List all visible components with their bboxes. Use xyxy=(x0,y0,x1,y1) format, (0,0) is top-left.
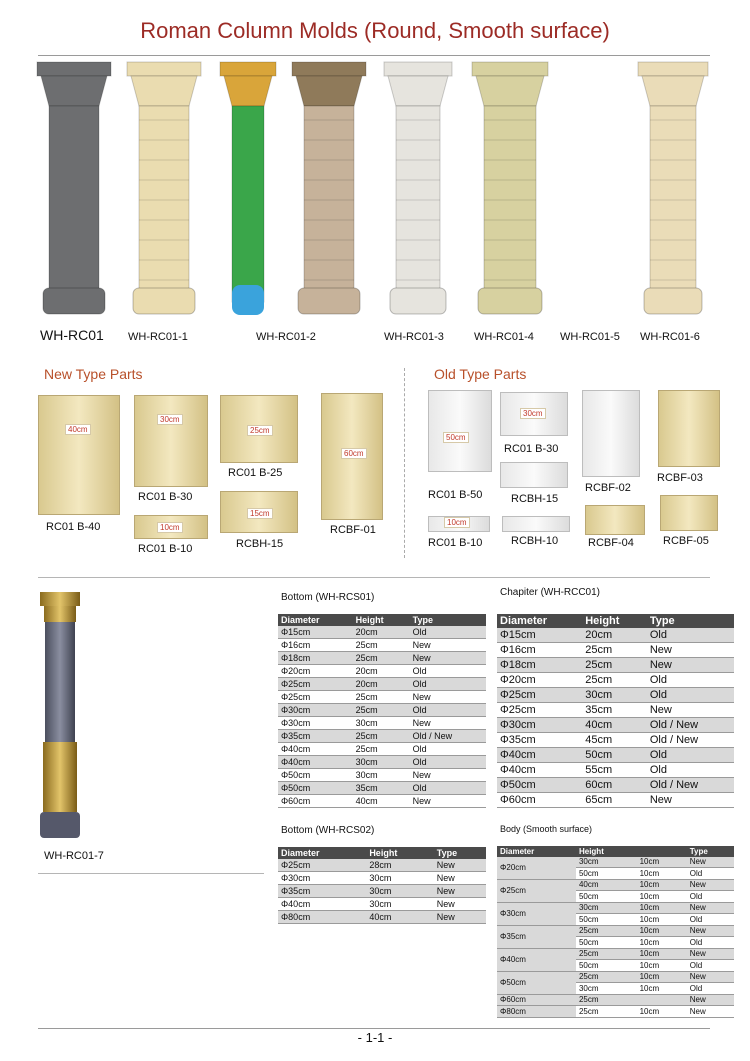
page-title: Roman Column Molds (Round, Smooth surface) xyxy=(140,18,610,43)
table-row xyxy=(278,795,486,808)
table-row xyxy=(278,898,486,911)
table-cell: New xyxy=(434,859,486,872)
table-cell: Φ16cm xyxy=(278,639,353,652)
dimension-tag: 60cm xyxy=(341,448,367,459)
table-row xyxy=(278,743,486,756)
table-cell: 20cm xyxy=(353,678,410,691)
table-header: Diameter xyxy=(497,846,576,857)
table-cell: New xyxy=(687,948,734,960)
dimension-tag: 50cm xyxy=(443,432,469,443)
table-cell: Φ80cm xyxy=(278,911,366,924)
table-cell: 25cm xyxy=(576,1006,637,1018)
body-table xyxy=(497,846,734,1018)
table-row xyxy=(497,1006,734,1018)
new-parts-image-0 xyxy=(38,395,120,515)
table-cell: Old xyxy=(410,704,486,717)
table-row xyxy=(497,643,734,658)
table-cell: 30cm xyxy=(353,756,410,769)
table-cell: 30cm xyxy=(576,983,637,995)
table-cell: 20cm xyxy=(353,626,410,639)
table-row xyxy=(497,925,734,937)
table-cell: New xyxy=(687,879,734,891)
table-cell: Old xyxy=(647,673,734,688)
table-cell: Φ30cm xyxy=(278,704,353,717)
table-cell: Φ50cm xyxy=(278,782,353,795)
table-cell: 50cm xyxy=(576,868,637,880)
table-cell: Old xyxy=(687,960,734,972)
table-cell: Old xyxy=(687,937,734,949)
table-cell: Old xyxy=(410,756,486,769)
table-cell: 50cm xyxy=(576,960,637,972)
table-cell: New xyxy=(647,793,734,808)
part-label: RC01 B-30 xyxy=(504,443,559,455)
part-label: RCBF-01 xyxy=(330,524,376,536)
table-cell: Φ35cm xyxy=(278,885,366,898)
dimension-tag: 30cm xyxy=(157,414,183,425)
table-row xyxy=(497,628,734,643)
table-cell: New xyxy=(434,898,486,911)
table-cell: 45cm xyxy=(582,733,647,748)
table-cell: 65cm xyxy=(582,793,647,808)
table-row xyxy=(497,994,734,1006)
table-row xyxy=(278,652,486,665)
column-image-4 xyxy=(382,60,454,318)
column-label-3: WH-RC01-3 xyxy=(384,331,444,343)
part-label: RCBF-04 xyxy=(588,537,634,549)
table-cell: New xyxy=(410,691,486,704)
column-7-divider xyxy=(38,873,264,874)
table-row xyxy=(497,778,734,793)
table-cell: 30cm xyxy=(582,688,647,703)
table-cell xyxy=(637,994,687,1006)
table-cell: Φ30cm xyxy=(497,902,576,925)
table-cell: 30cm xyxy=(576,902,637,914)
table-cell: New xyxy=(410,652,486,665)
table-header: Type xyxy=(410,614,486,626)
table-cell: 30cm xyxy=(353,717,410,730)
part-label: RC01 B-40 xyxy=(46,521,101,533)
table-cell: New xyxy=(687,1006,734,1018)
table-row xyxy=(497,902,734,914)
table-row xyxy=(497,703,734,718)
table-cell: Φ30cm xyxy=(497,718,582,733)
column-7-label: WH-RC01-7 xyxy=(44,850,104,862)
table-cell: Φ20cm xyxy=(278,665,353,678)
new-parts-image-1 xyxy=(134,395,208,487)
table-row xyxy=(278,782,486,795)
part-label: RCBH-15 xyxy=(511,493,559,505)
column-image-2 xyxy=(218,60,278,318)
table-cell: Φ60cm xyxy=(278,795,353,808)
table-cell: 25cm xyxy=(582,643,647,658)
table-cell: Old xyxy=(647,763,734,778)
table-row xyxy=(497,763,734,778)
part-label: RC01 B-30 xyxy=(138,491,193,503)
part-label: RC01 B-50 xyxy=(428,489,483,501)
table-cell: Φ40cm xyxy=(278,743,353,756)
column-label-6: WH-RC01-6 xyxy=(640,331,700,343)
table-row xyxy=(278,704,486,717)
table-cell: Φ40cm xyxy=(278,898,366,911)
parts-divider xyxy=(404,368,405,558)
table-cell: 25cm xyxy=(353,639,410,652)
old-parts-image-6 xyxy=(502,516,570,532)
table-cell: Φ18cm xyxy=(497,658,582,673)
page-number: - 1-1 - xyxy=(357,1030,393,1045)
table-cell: 40cm xyxy=(582,718,647,733)
table-cell: New xyxy=(687,902,734,914)
table-row xyxy=(278,859,486,872)
table-cell: Old xyxy=(410,626,486,639)
table-row xyxy=(497,688,734,703)
old-parts-image-4 xyxy=(500,462,568,488)
table-cell: 25cm xyxy=(353,652,410,665)
bottom-rcs02-table xyxy=(278,847,486,924)
table-cell: Φ25cm xyxy=(497,688,582,703)
table-header: Type xyxy=(687,846,734,857)
table-row xyxy=(497,718,734,733)
table-cell: 20cm xyxy=(582,628,647,643)
table-cell: Φ25cm xyxy=(278,691,353,704)
dimension-tag: 15cm xyxy=(247,508,273,519)
table-header: Type xyxy=(647,614,734,628)
title-divider xyxy=(38,55,710,56)
column-label-0: WH-RC01 xyxy=(40,327,104,343)
dimension-tag: 25cm xyxy=(247,425,273,436)
table-cell: Old xyxy=(687,914,734,926)
table-cell: New xyxy=(410,639,486,652)
bottom-rcs01-table xyxy=(278,614,486,808)
table-row xyxy=(278,639,486,652)
section-divider xyxy=(38,577,710,578)
table-cell: New xyxy=(647,658,734,673)
table-cell: 30cm xyxy=(366,872,433,885)
table-row xyxy=(497,879,734,891)
bottom-rcs02-title: Bottom (WH-RCS02) xyxy=(281,825,375,836)
table-cell: 25cm xyxy=(576,948,637,960)
table-cell: New xyxy=(647,703,734,718)
old-parts-image-7 xyxy=(585,505,645,535)
table-cell: Φ80cm xyxy=(497,1006,576,1018)
table-cell: Φ15cm xyxy=(497,628,582,643)
table-cell: New xyxy=(687,857,734,868)
column-image-6 xyxy=(636,60,710,318)
table-cell: Old / New xyxy=(647,778,734,793)
column-label-4: WH-RC01-4 xyxy=(474,331,534,343)
table-cell: Φ18cm xyxy=(278,652,353,665)
table-cell: Old xyxy=(410,678,486,691)
table-cell: 25cm xyxy=(353,704,410,717)
old-parts-heading: Old Type Parts xyxy=(434,366,527,382)
table-cell: Φ50cm xyxy=(278,769,353,782)
table-cell: Old xyxy=(410,743,486,756)
table-cell: 25cm xyxy=(576,925,637,937)
table-header: Diameter xyxy=(278,614,353,626)
table-cell: 10cm xyxy=(637,937,687,949)
table-cell: Φ25cm xyxy=(497,703,582,718)
table-cell: Old / New xyxy=(647,718,734,733)
table-cell: 10cm xyxy=(637,1006,687,1018)
table-row xyxy=(278,665,486,678)
footer-divider xyxy=(38,1028,710,1029)
table-cell: New xyxy=(434,872,486,885)
table-cell: Φ50cm xyxy=(497,778,582,793)
table-cell: 25cm xyxy=(582,673,647,688)
body-title: Body (Smooth surface) xyxy=(500,824,593,834)
table-cell: 50cm xyxy=(576,914,637,926)
table-cell: Φ30cm xyxy=(278,717,353,730)
old-parts-image-0 xyxy=(428,390,492,472)
table-cell: 55cm xyxy=(582,763,647,778)
table-cell: 25cm xyxy=(353,743,410,756)
table-cell: 40cm xyxy=(353,795,410,808)
table-row xyxy=(497,673,734,688)
table-cell: Φ60cm xyxy=(497,994,576,1006)
table-cell: 60cm xyxy=(582,778,647,793)
column-image-3 xyxy=(290,60,368,318)
table-header: Height xyxy=(353,614,410,626)
column-label-1: WH-RC01-1 xyxy=(128,331,188,343)
table-cell: Φ40cm xyxy=(497,748,582,763)
table-cell: Old xyxy=(687,868,734,880)
table-cell: 10cm xyxy=(637,857,687,868)
table-cell: 10cm xyxy=(637,879,687,891)
part-label: RCBH-15 xyxy=(236,538,284,550)
table-cell: 28cm xyxy=(366,859,433,872)
old-parts-image-3 xyxy=(658,390,720,467)
table-cell: 10cm xyxy=(637,891,687,903)
table-cell: 10cm xyxy=(637,902,687,914)
table-cell: 30cm xyxy=(353,769,410,782)
table-header: Type xyxy=(434,847,486,859)
table-row xyxy=(278,885,486,898)
table-header: Height xyxy=(576,846,637,857)
table-cell: Old xyxy=(647,628,734,643)
table-cell: Φ35cm xyxy=(497,925,576,948)
table-cell: New xyxy=(410,717,486,730)
table-cell: 30cm xyxy=(366,898,433,911)
table-cell: New xyxy=(687,994,734,1006)
table-row xyxy=(278,872,486,885)
table-cell: Φ30cm xyxy=(278,872,366,885)
table-row xyxy=(497,793,734,808)
table-row xyxy=(497,857,734,868)
table-cell: Φ40cm xyxy=(278,756,353,769)
part-label: RCBF-05 xyxy=(663,535,709,547)
table-header: Height xyxy=(366,847,433,859)
table-cell: Old xyxy=(410,782,486,795)
table-cell: Old xyxy=(647,688,734,703)
table-cell: 35cm xyxy=(582,703,647,718)
table-cell: Φ35cm xyxy=(278,730,353,743)
table-row xyxy=(278,769,486,782)
table-cell: 25cm xyxy=(582,658,647,673)
column-image-1 xyxy=(125,60,203,318)
table-cell: Old / New xyxy=(410,730,486,743)
part-label: RCBH-10 xyxy=(511,535,559,547)
table-header: Diameter xyxy=(497,614,582,628)
table-cell: 50cm xyxy=(576,937,637,949)
table-row xyxy=(278,730,486,743)
column-7-image xyxy=(32,590,88,842)
table-cell: Φ60cm xyxy=(497,793,582,808)
table-cell: Φ40cm xyxy=(497,948,576,971)
table-cell: Old xyxy=(647,748,734,763)
table-cell: New xyxy=(434,911,486,924)
table-row xyxy=(278,678,486,691)
table-cell: Φ25cm xyxy=(278,678,353,691)
new-parts-heading: New Type Parts xyxy=(44,366,143,382)
chapiter-rcc01-table xyxy=(497,614,734,808)
table-cell: Φ35cm xyxy=(497,733,582,748)
table-row xyxy=(497,733,734,748)
table-cell: 10cm xyxy=(637,948,687,960)
table-cell: Old xyxy=(687,891,734,903)
dimension-tag: 30cm xyxy=(520,408,546,419)
table-cell: 50cm xyxy=(582,748,647,763)
table-cell: Old xyxy=(410,665,486,678)
table-cell: 10cm xyxy=(637,960,687,972)
table-cell: 25cm xyxy=(576,971,637,983)
chapiter-rcc01-title: Chapiter (WH-RCC01) xyxy=(500,587,601,598)
table-cell: 10cm xyxy=(637,925,687,937)
table-row xyxy=(497,971,734,983)
part-label: RCBF-02 xyxy=(585,482,631,494)
table-cell: Φ20cm xyxy=(497,857,576,880)
table-cell: 40cm xyxy=(576,879,637,891)
table-row xyxy=(497,948,734,960)
table-cell: Φ20cm xyxy=(497,673,582,688)
table-cell: 10cm xyxy=(637,971,687,983)
table-cell: Old xyxy=(687,983,734,995)
table-cell: 40cm xyxy=(366,911,433,924)
dimension-tag: 40cm xyxy=(65,424,91,435)
table-header: Diameter xyxy=(278,847,366,859)
table-cell: 25cm xyxy=(576,994,637,1006)
table-cell: Φ50cm xyxy=(497,971,576,994)
table-cell: New xyxy=(410,795,486,808)
table-cell: New xyxy=(647,643,734,658)
table-cell: 35cm xyxy=(353,782,410,795)
table-row xyxy=(278,717,486,730)
table-cell: 50cm xyxy=(576,891,637,903)
table-row xyxy=(278,911,486,924)
table-row xyxy=(278,691,486,704)
column-image-0 xyxy=(35,60,113,318)
table-cell: Φ25cm xyxy=(497,879,576,902)
table-header: Height xyxy=(582,614,647,628)
column-label-2: WH-RC01-2 xyxy=(256,331,316,343)
column-label-5: WH-RC01-5 xyxy=(560,331,620,343)
table-cell: Φ40cm xyxy=(497,763,582,778)
table-row xyxy=(497,748,734,763)
column-image-5 xyxy=(470,60,550,318)
dimension-tag: 10cm xyxy=(157,522,183,533)
bottom-rcs01-title: Bottom (WH-RCS01) xyxy=(281,592,375,603)
table-cell: New xyxy=(434,885,486,898)
table-cell: 30cm xyxy=(366,885,433,898)
part-label: RC01 B-10 xyxy=(428,537,483,549)
table-cell: 30cm xyxy=(576,857,637,868)
old-parts-image-2 xyxy=(582,390,640,477)
table-cell: 10cm xyxy=(637,914,687,926)
table-cell: Old / New xyxy=(647,733,734,748)
table-row xyxy=(278,756,486,769)
table-cell: 10cm xyxy=(637,983,687,995)
table-cell: 20cm xyxy=(353,665,410,678)
dimension-tag: 10cm xyxy=(444,517,470,528)
table-cell: New xyxy=(687,971,734,983)
table-cell: 10cm xyxy=(637,868,687,880)
table-row xyxy=(278,626,486,639)
table-row xyxy=(497,658,734,673)
table-cell: New xyxy=(410,769,486,782)
part-label: RC01 B-25 xyxy=(228,467,283,479)
table-header xyxy=(637,846,687,857)
table-cell: 25cm xyxy=(353,730,410,743)
table-cell: Φ25cm xyxy=(278,859,366,872)
table-cell: New xyxy=(687,925,734,937)
part-label: RCBF-03 xyxy=(657,472,703,484)
table-cell: 25cm xyxy=(353,691,410,704)
old-parts-image-8 xyxy=(660,495,718,531)
table-cell: Φ16cm xyxy=(497,643,582,658)
part-label: RC01 B-10 xyxy=(138,543,193,555)
table-cell: Φ15cm xyxy=(278,626,353,639)
